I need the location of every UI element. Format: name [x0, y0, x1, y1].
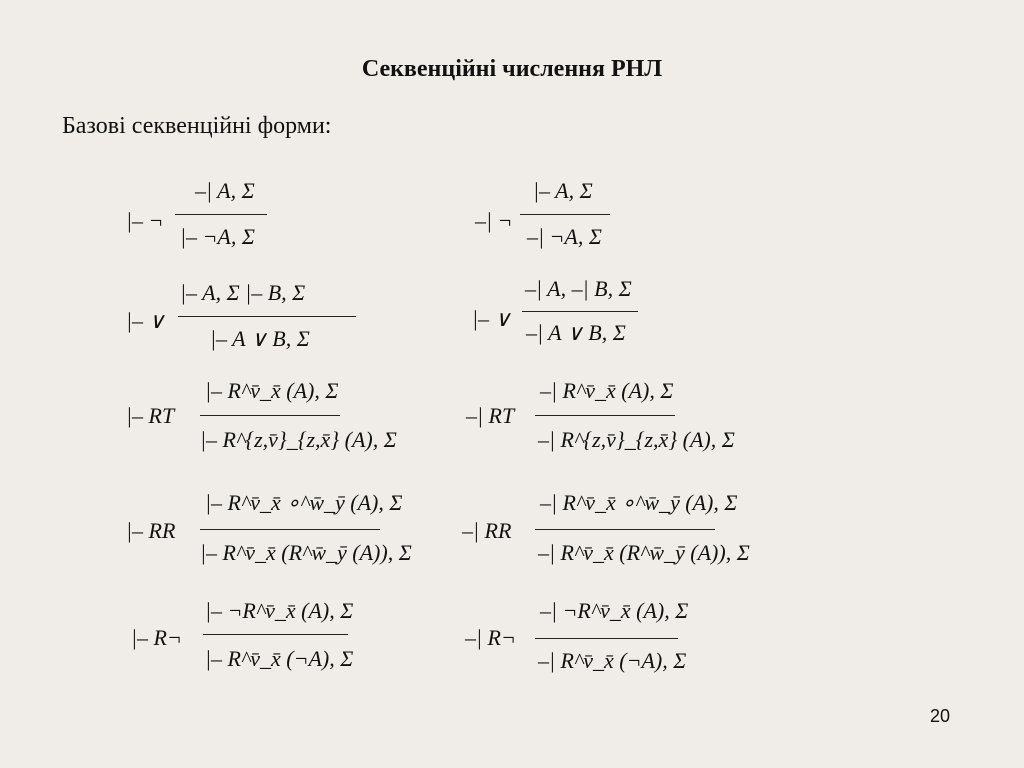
rule-label: |– R¬	[131, 625, 182, 650]
fraction-bar	[178, 316, 356, 317]
fraction-bar	[200, 529, 380, 530]
fraction-bar	[535, 529, 715, 530]
numerator: |– A, Σ |– B, Σ	[180, 280, 306, 305]
denominator: |– R^{z,v̄}_{z,x̄} (A), Σ	[200, 427, 397, 452]
slide-subtitle: Базові секвенційні форми:	[62, 113, 332, 139]
page-number: 20	[930, 706, 951, 726]
fraction-bar	[535, 638, 678, 639]
numerator: –| ¬R^v̄_x̄ (A), Σ	[540, 598, 689, 623]
denominator: –| ¬A, Σ	[527, 224, 602, 249]
fraction-bar	[535, 415, 675, 416]
rule-label: –| R¬	[465, 625, 516, 650]
rule-label: |– RR	[126, 518, 176, 543]
rule-label: |– ¬	[126, 208, 164, 233]
denominator: –| R^v̄_x̄ (¬A), Σ	[538, 648, 687, 673]
rule-label: |– ∨	[472, 306, 511, 331]
numerator: |– R^v̄_x̄ (A), Σ	[205, 378, 339, 403]
denominator: |– R^v̄_x̄ (¬A), Σ	[205, 646, 354, 671]
numerator: |– R^v̄_x̄ ∘^w̄_ȳ (A), Σ	[205, 490, 403, 515]
denominator: |– R^v̄_x̄ (R^w̄_ȳ (A)), Σ	[200, 540, 412, 565]
denominator: –| R^v̄_x̄ (R^w̄_ȳ (A)), Σ	[538, 540, 750, 565]
numerator: |– ¬R^v̄_x̄ (A), Σ	[205, 598, 354, 623]
rule-label: |– ∨	[126, 308, 165, 333]
fraction-bar	[203, 634, 348, 635]
rule-label: –| RR	[462, 518, 512, 543]
denominator: –| R^{z,v̄}_{z,x̄} (A), Σ	[538, 427, 735, 452]
slide-title: Секвенційні числення РНЛ	[361, 56, 663, 82]
denominator: |– A ∨ B, Σ	[210, 326, 310, 351]
numerator: –| R^v̄_x̄ (A), Σ	[540, 378, 674, 403]
fraction-bar	[200, 415, 340, 416]
numerator: |– A, Σ	[533, 178, 593, 203]
rule-label: –| RT	[466, 403, 515, 428]
numerator: –| R^v̄_x̄ ∘^w̄_ȳ (A), Σ	[540, 490, 738, 515]
denominator: –| A ∨ B, Σ	[526, 320, 626, 345]
denominator: |– ¬A, Σ	[180, 224, 255, 249]
numerator: –| A, –| B, Σ	[525, 276, 632, 301]
rule-label: |– RT	[126, 403, 175, 428]
fraction-bar	[522, 311, 638, 312]
numerator: –| A, Σ	[195, 178, 255, 203]
fraction-bar	[520, 214, 610, 215]
rule-label: –| ¬	[475, 208, 513, 233]
fraction-bar	[175, 214, 267, 215]
